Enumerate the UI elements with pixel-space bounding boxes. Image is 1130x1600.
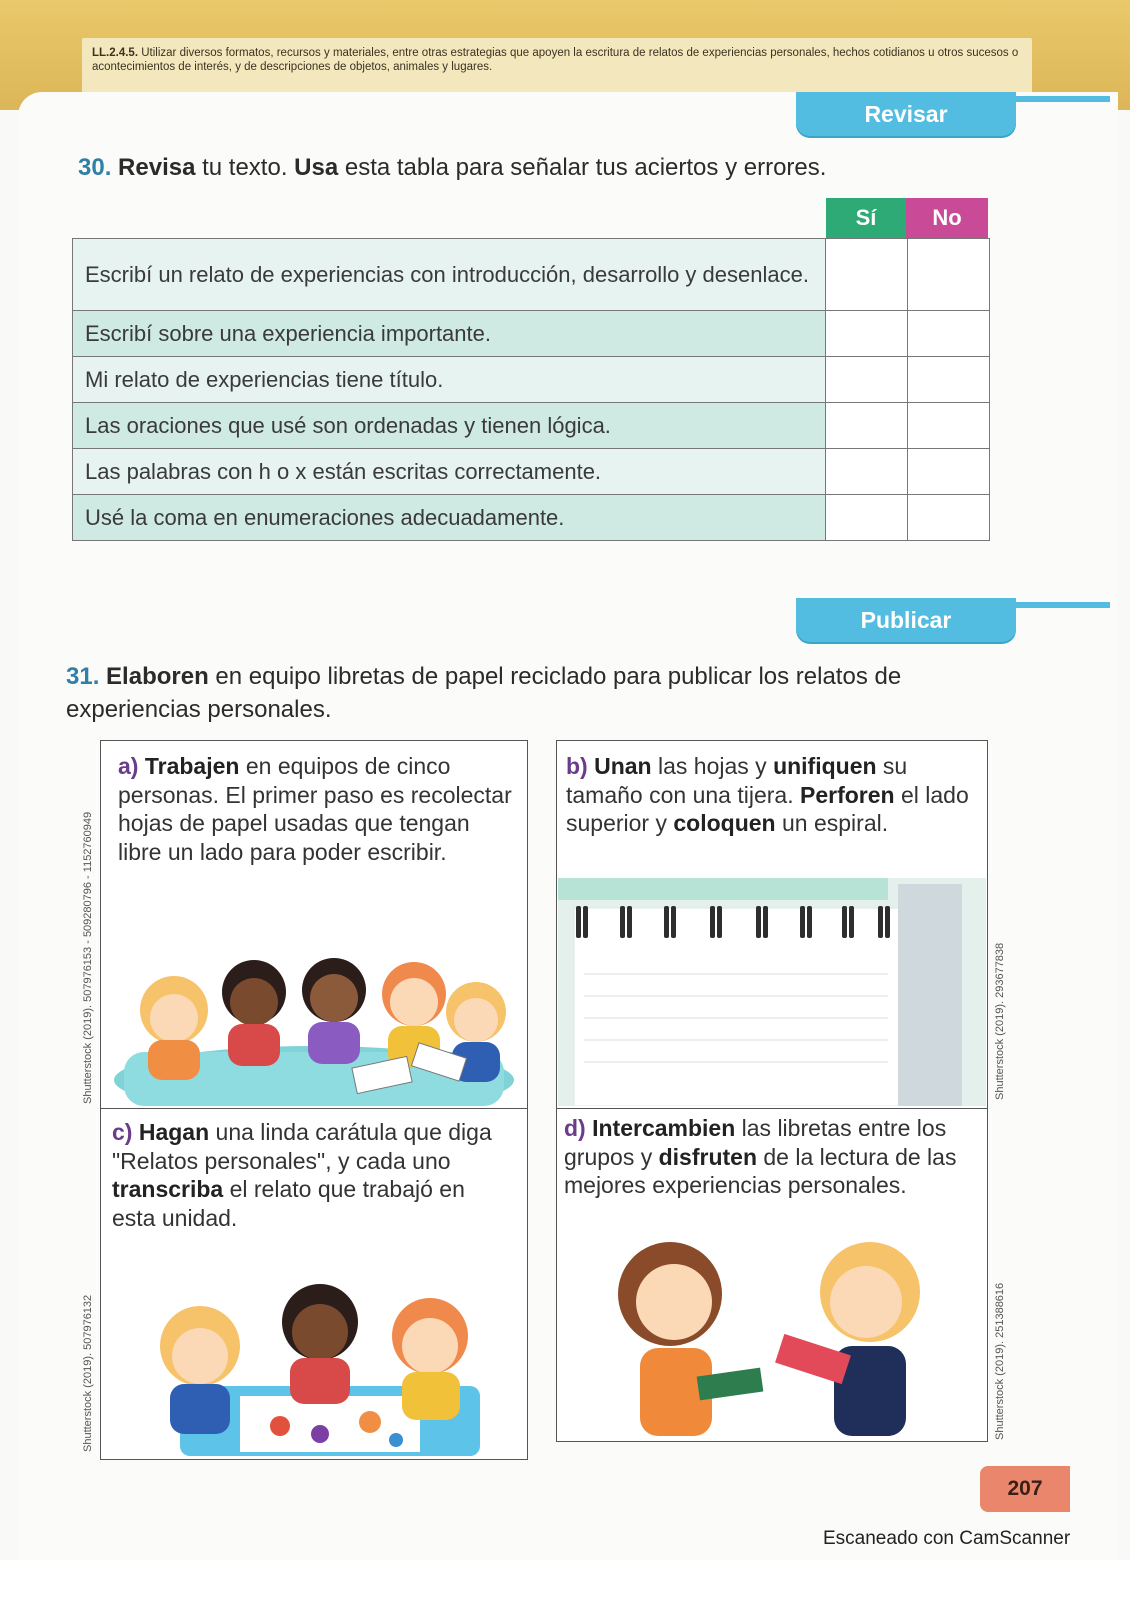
kids-exchanging-books-illustration <box>600 1240 940 1436</box>
checklist-row <box>72 238 990 311</box>
question-30-verb2: Usa <box>294 154 339 181</box>
checklist-item: Las palabras con h o x están escritas correctamente. <box>73 449 825 494</box>
question-30-verb1: Revisa <box>118 154 196 181</box>
checklist-row <box>72 449 990 495</box>
checkbox-no[interactable] <box>907 495 989 540</box>
publicar-tab-rule <box>1010 602 1110 608</box>
step-b-verb4: coloquen <box>673 810 776 836</box>
kids-at-table-illustration <box>104 940 524 1106</box>
step-b-verb2: unifiquen <box>773 753 877 779</box>
revisar-tab-rule <box>1010 96 1110 102</box>
step-c-text2: el relato que trabajó en esta unidad. <box>112 1176 465 1231</box>
curriculum-standard <box>92 46 1022 74</box>
checkbox-yes[interactable] <box>825 239 907 310</box>
step-a-verb: Trabajen <box>144 753 240 779</box>
question-30-text1: tu texto. <box>195 154 295 181</box>
step-c-verb2: transcriba <box>112 1176 224 1202</box>
checklist-row <box>72 311 990 357</box>
question-31-number: 31. <box>66 663 100 690</box>
step-b-label: b) <box>566 753 588 779</box>
checklist-row <box>72 357 990 403</box>
step-b-verb1: Unan <box>594 753 652 779</box>
page-number: 207 <box>980 1466 1070 1512</box>
checkbox-no[interactable] <box>907 311 989 356</box>
checklist-item: Usé la coma en enumeraciones adecuadamente. <box>73 495 825 540</box>
step-d-text2: de la lectura de las mejores experiencias personales. <box>564 1143 957 1198</box>
step-a <box>118 752 518 866</box>
image-credit-b: Shutterstock (2019). 293677838 <box>994 942 1006 1100</box>
standard-code: LL.2.4.5. <box>92 47 139 59</box>
image-credit-c: Shutterstock (2019). 507976132 <box>82 1294 94 1452</box>
checkbox-yes[interactable] <box>825 449 907 494</box>
tab-publicar: Publicar <box>796 598 1016 642</box>
step-b <box>566 752 976 838</box>
checkbox-no[interactable] <box>907 357 989 402</box>
step-b-text1: las hojas y <box>651 753 774 779</box>
checklist-row <box>72 403 990 449</box>
step-d-label: d) <box>564 1115 586 1141</box>
col-header-no: No <box>906 198 988 238</box>
step-c-label: c) <box>112 1119 133 1145</box>
step-c-verb1: Hagan <box>138 1119 210 1145</box>
step-b-text4: un espiral. <box>775 810 889 836</box>
checkbox-yes[interactable] <box>825 311 907 356</box>
checkbox-yes[interactable] <box>825 357 907 402</box>
kids-drawing-illustration <box>140 1276 500 1456</box>
spiral-notebook-illustration <box>558 878 986 1106</box>
col-header-yes: Sí <box>826 198 906 238</box>
step-c <box>112 1118 512 1232</box>
question-31-text: en equipo libretas de papel reciclado para publicar los relatos de experiencias personales. <box>66 663 902 723</box>
standard-text: Utilizar diversos formatos, recursos y materiales, entre otras estrategias que apoyen la escritura de relatos de experiencias personales, hechos cotidianos u otros sucesos o acontecimientos de interés, y de descripciones de objetos, animales y lugares. <box>92 47 1019 73</box>
checklist-item: Las oraciones que usé son ordenadas y tienen lógica. <box>73 403 825 448</box>
checklist-item: Mi relato de experiencias tiene título. <box>73 357 825 402</box>
checkbox-yes[interactable] <box>825 495 907 540</box>
checkbox-no[interactable] <box>907 239 989 310</box>
step-b-text2: su tamaño con una tijera. <box>566 753 908 808</box>
checkbox-no[interactable] <box>907 449 989 494</box>
question-30 <box>78 152 978 183</box>
question-30-number: 30. <box>78 154 112 181</box>
question-30-text2: esta tabla para señalar tus aciertos y errores. <box>338 154 827 181</box>
checklist-row <box>72 495 990 541</box>
image-credit-d: Shutterstock (2019). 251388616 <box>994 1282 1006 1440</box>
checkbox-no[interactable] <box>907 403 989 448</box>
question-31-verb: Elaboren <box>106 663 209 690</box>
step-d-text1: las libretas entre los grupos y <box>564 1115 947 1170</box>
checklist-item: Escribí un relato de experiencias con introducción, desarrollo y desenlace. <box>73 239 825 310</box>
step-a-text: en equipos de cinco personas. El primer paso es recolectar hojas de papel usadas que tengan libre un lado para poder escribir. <box>118 753 512 865</box>
image-credit-a: Shutterstock (2019). 507976153 - 509280796 - 1152760949 <box>82 811 94 1104</box>
step-d-verb1: Intercambien <box>592 1115 736 1141</box>
step-d-verb2: disfruten <box>658 1143 757 1170</box>
checkbox-yes[interactable] <box>825 403 907 448</box>
step-a-label: a) <box>118 753 139 779</box>
checklist-item: Escribí sobre una experiencia importante. <box>73 311 825 356</box>
step-c-text1: una linda carátula que diga "Relatos personales", y cada uno <box>112 1119 492 1174</box>
tab-revisar: Revisar <box>796 92 1016 136</box>
question-31 <box>66 660 996 726</box>
scanner-watermark: Escaneado con CamScanner <box>823 1528 1071 1549</box>
step-b-text3: el lado superior y <box>566 781 969 836</box>
step-d <box>564 1114 980 1200</box>
step-b-verb3: Perforen <box>799 781 895 808</box>
